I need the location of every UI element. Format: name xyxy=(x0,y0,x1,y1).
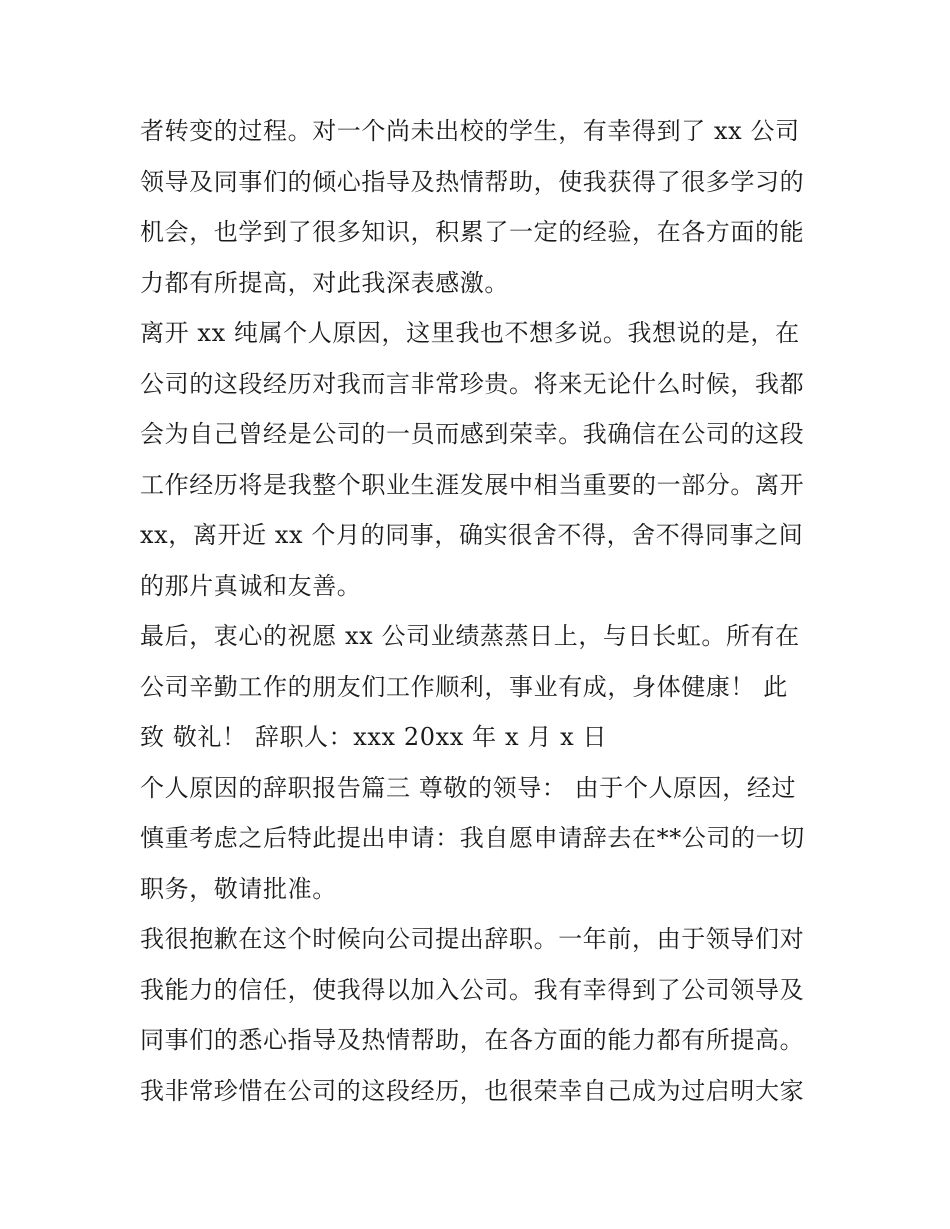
text-line: 会为自己曾经是公司的一员而感到荣幸。我确信在公司的这段 xyxy=(140,420,805,448)
text-line: 工作经历将是我整个职业生涯发展中相当重要的一部分。离开 xyxy=(140,470,805,499)
text-line: 领导及同事们的倾心指导及热情帮助，使我获得了很多学习的 xyxy=(140,167,805,196)
text-line: 机会，也学到了很多知识，积累了一定的经验，在各方面的能 xyxy=(140,218,805,246)
text-line: 公司的这段经历对我而言非常珍贵。将来无论什么时候，我都 xyxy=(140,369,805,398)
text-line: 者转变的过程。对一个尚未出校的学生，有幸得到了 xx 公司 xyxy=(140,117,800,145)
text-line: 我能力的信任，使我得以加入公司。我有幸得到了公司领导及 xyxy=(140,975,805,1004)
document-body xyxy=(140,106,820,1116)
text-line: 我很抱歉在这个时候向公司提出辞职。一年前，由于领导们对 xyxy=(140,925,805,953)
text-line: 同事们的悉心指导及热情帮助，在各方面的能力都有所提高。 xyxy=(140,1026,805,1054)
text-line: 离开 xx 纯属个人原因，这里我也不想多说。我想说的是，在 xyxy=(140,319,800,347)
text-line: 我非常珍惜在公司的这段经历，也很荣幸自己成为过启明大家 xyxy=(140,1076,805,1105)
text-line: 的那片真诚和友善。 xyxy=(140,571,362,600)
text-line: 公司辛勤工作的朋友们工作顺利，事业有成，身体健康！ 此 xyxy=(140,672,788,701)
text-line: 致 敬礼！ 辞职人：xxx 20xx 年 x 月 x 日 xyxy=(140,723,608,751)
text-line: xx，离开近 xx 个月的同事，确实很舍不得，舍不得同事之间 xyxy=(140,521,804,549)
text-line: 个人原因的辞职报告篇三 尊敬的领导： 由于个人原因，经过 xyxy=(140,773,797,802)
text-line: 最后，衷心的祝愿 xx 公司业绩蒸蒸日上，与日长虹。所有在 xyxy=(140,622,800,650)
text-line: 慎重考虑之后特此提出申请：我自愿申请辞去在**公司的一切 xyxy=(140,824,805,852)
text-line: 力都有所提高，对此我深表感激。 xyxy=(140,268,509,297)
text-line: 职务，敬请批准。 xyxy=(140,874,337,903)
